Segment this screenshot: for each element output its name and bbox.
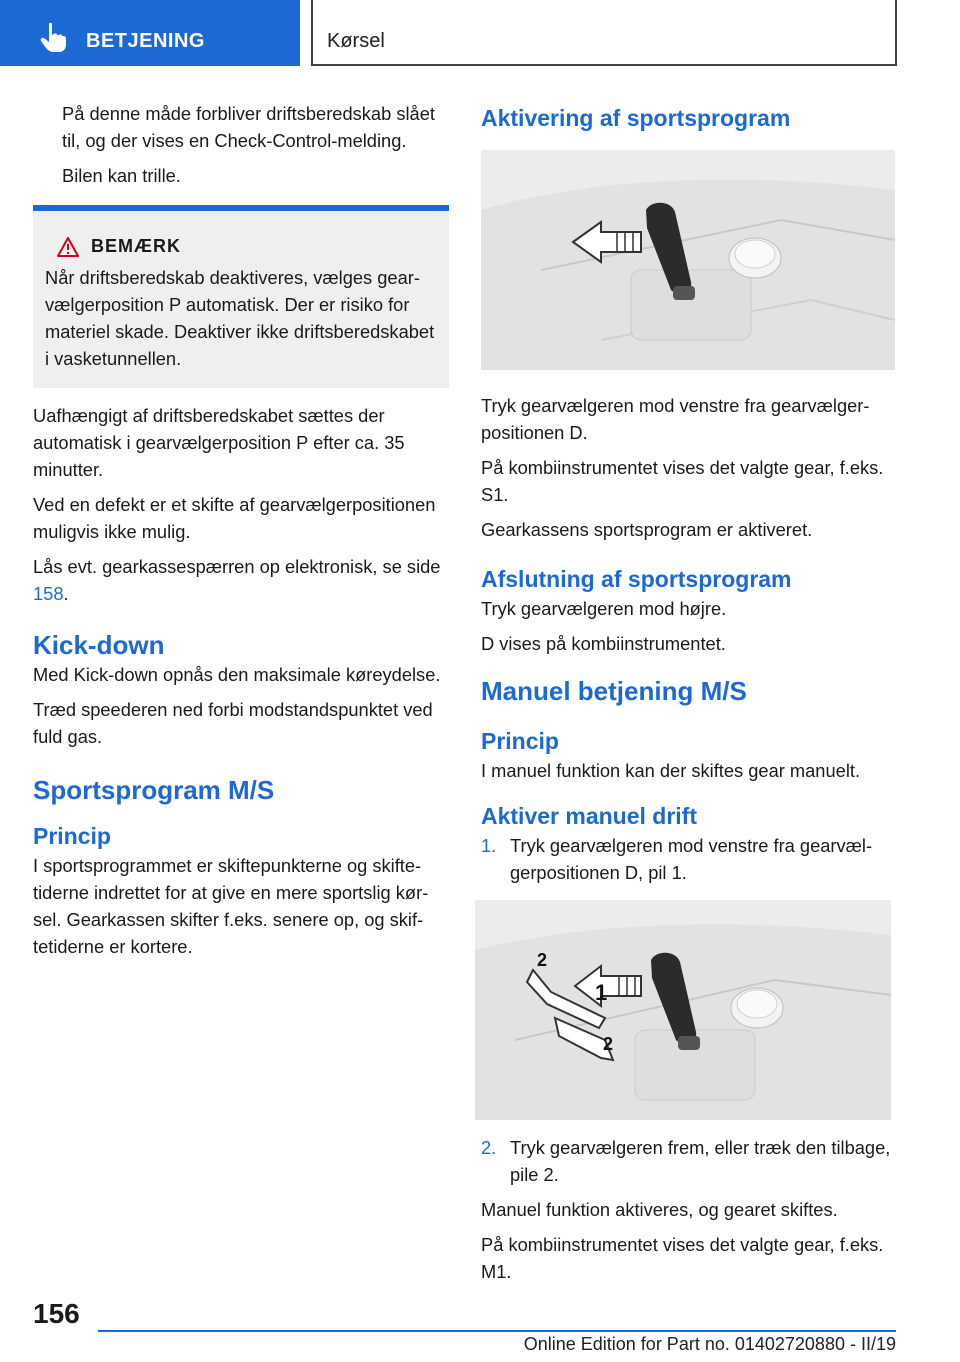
- paragraph: Uafhængigt af driftsberedskabet sættes der automatisk i gearvælgerposition P efter ca. 35 minutter.: [33, 405, 405, 480]
- paragraph: Manuel funktion aktiveres, og gearet skiftes.: [481, 1199, 838, 1220]
- paragraph: Tryk gearvælgeren mod højre.: [481, 598, 727, 619]
- hand-pointer-icon: [40, 22, 66, 52]
- manual-shift-illustration: [475, 900, 891, 1120]
- heading-kickdown: Kick-down: [33, 630, 165, 660]
- heading-princip-2: Princip: [481, 728, 559, 754]
- footer-rule: [98, 1330, 896, 1332]
- step-item: [481, 832, 897, 886]
- paragraph: D vises på kombiinstrumentet.: [481, 633, 726, 654]
- paragraph: Tryk gearvælgeren mod venstre fra gearvælgerpositionen D.: [481, 395, 870, 443]
- step-text: Tryk gearvælgeren mod venstre fra gearvælgerpositionen D, pil 1.: [510, 835, 873, 883]
- manual-shift-image: [475, 900, 891, 1120]
- right-column: [481, 100, 897, 1293]
- section-title: BETJENING: [86, 30, 205, 52]
- heading-manuel: Manuel betjening M/S: [481, 676, 747, 706]
- paragraph: Lås evt. gearkassespærren op elektronisk, se side 158.: [33, 556, 441, 604]
- paragraph: Træd speederen ned forbi modstandspunktet ved fuld gas.: [33, 699, 433, 747]
- notice-title: BEMÆRK: [91, 236, 181, 256]
- section-tab[interactable]: [0, 0, 300, 66]
- arrow-label-1: 1: [595, 980, 608, 1005]
- notice-header: [45, 233, 437, 260]
- step-number: 1.: [481, 835, 497, 856]
- paragraph: I manuel funktion kan der skiftes gear manuelt.: [481, 760, 861, 781]
- gear-selector-illustration: [481, 150, 895, 370]
- paragraph: Med Kick-down opnås den maksimale køreydelse.: [33, 664, 441, 685]
- arrow-label-2-up: 2: [537, 950, 548, 970]
- paragraph: På kombiinstrumentet vises det valgte gear, f.eks. M1.: [481, 1234, 884, 1282]
- arrow-label-2-down: 2: [603, 1034, 614, 1054]
- chapter-header: [311, 0, 897, 66]
- heading-aktiver: Aktiver manuel drift: [481, 803, 697, 829]
- notice-box: [33, 205, 449, 388]
- edition-text: Online Edition for Part no. 01402720880 - II/19: [523, 1334, 896, 1354]
- paragraph: Bilen kan trille.: [62, 165, 181, 186]
- heading-afslutning: Afslutning af sportsprogram: [481, 566, 792, 592]
- paragraph: I sportsprogrammet er skiftepunkterne og skiftetiderne indrettet for at give en mere sportslig kørsel. Gearkassen skifter f.eks. senere op, og skiftetiderne er kortere.: [33, 855, 429, 957]
- page-number: 156: [33, 1298, 80, 1329]
- gear-selector-image: [481, 150, 895, 370]
- step-text: Tryk gearvælgeren frem, eller træk den tilbage, pile 2.: [510, 1137, 891, 1185]
- step-number: 2.: [481, 1137, 497, 1158]
- notice-body: Når driftsberedskab deaktiveres, vælges gearvælgerposition P automatisk. Der er risiko for materiel skade. Deaktiver ikke driftsberedskabet i vasketunnellen.: [45, 267, 435, 369]
- heading-princip: Princip: [33, 823, 111, 849]
- paragraph: På kombiinstrumentet vises det valgte gear, f.eks. S1.: [481, 457, 884, 505]
- warning-triangle-icon: [57, 237, 79, 257]
- step-item: [481, 1134, 897, 1188]
- page-link[interactable]: 158: [33, 583, 64, 604]
- paragraph: Gearkassens sportsprogram er aktiveret.: [481, 519, 813, 540]
- paragraph: På denne måde forbliver driftsberedskab slået til, og der vises en Check-Control-melding.: [62, 103, 435, 151]
- heading-aktivering: Aktivering af sportsprogram: [481, 105, 791, 131]
- chapter-title: Kørsel: [327, 30, 385, 52]
- paragraph: Ved en defekt er et skifte af gearvælgerpositionen muligvis ikke mulig.: [33, 494, 436, 542]
- left-column: [33, 100, 449, 968]
- heading-sportsprogram: Sportsprogram M/S: [33, 775, 275, 805]
